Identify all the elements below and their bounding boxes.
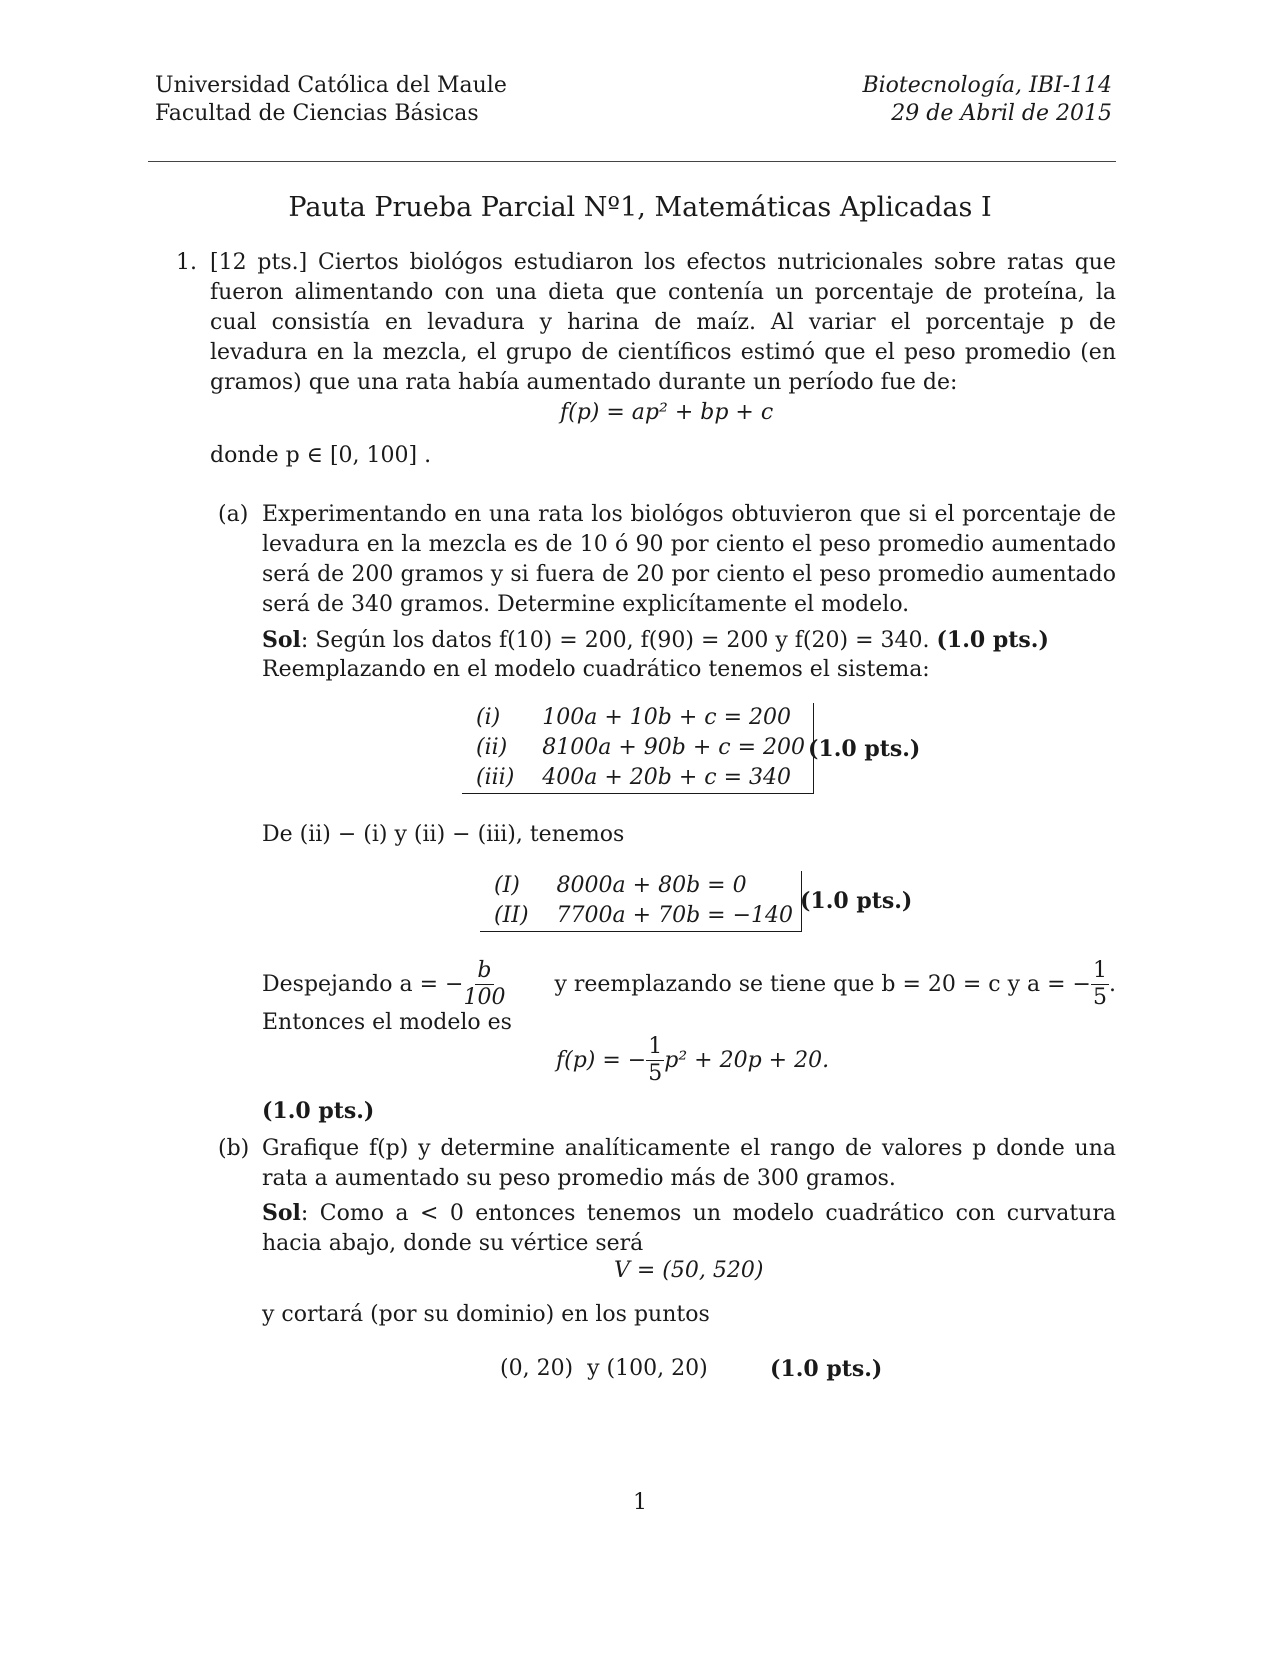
- system-row: (iii) 400a + 20b + c = 340: [476, 765, 792, 790]
- fraction-one-fifth: $\frac{1}{5}$: [1093, 958, 1107, 1010]
- sol-b-label: Sol: [262, 1200, 301, 1226]
- cut-points: (0, 20) y (100, 20): [500, 1356, 708, 1381]
- system-2-points: (1.0 pts.): [800, 888, 913, 914]
- desp-prefix: Despejando a = −: [262, 972, 464, 997]
- problem-text: Ciertos biológos estudiaron los efectos nutricionales sobre ratas que fueron alimentando con una dieta que contenía un porcentaje de proteína, la cual consistía en levadura y harina de maíz. Al variar el porcentaje p de levadura en la mezcla, el grupo de científicos estimó que el peso promedio (en gramos) que una rata había aumentado durante un período fue de:: [210, 250, 1116, 395]
- de-line: De (ii) − (i) y (ii) − (iii), tenemos: [262, 822, 625, 847]
- cut-text: y cortará (por su dominio) en los puntos: [262, 1302, 710, 1327]
- header-divider: [148, 161, 1116, 162]
- university-name: Universidad Católica del Maule: [155, 73, 507, 98]
- system-1: [462, 703, 814, 794]
- model-equation: f(p) = ap² + bp + c: [560, 400, 774, 425]
- sol-line1: : Según los datos f(10) = 200, f(90) = 200 y f(20) = 340.: [300, 628, 930, 653]
- problem-number: 1.: [176, 250, 197, 275]
- page-number: 1: [633, 1490, 647, 1515]
- sol-b-text: : Como a < 0 entonces tenemos un modelo cuadrático con curvatura hacia abajo, donde su vértice será: [262, 1201, 1116, 1256]
- domain-text: donde p ∈ [0, 100] .: [210, 443, 432, 468]
- system-row: (I) 8000a + 80b = 0: [494, 873, 747, 898]
- system-row: (II) 7700a + 70b = −140: [494, 903, 793, 928]
- faculty-name: Facultad de Ciencias Básicas: [155, 101, 479, 126]
- final-model: f(p) = − $\frac{1}{5}$ p² + 20p + 20.: [556, 1034, 830, 1086]
- part-b-label: (b): [218, 1136, 250, 1161]
- part-b-solution: [262, 1198, 1116, 1259]
- part-b-statement: Grafique f(p) y determine analíticamente el rango de valores p donde una rata a aumentado su peso promedio más de 300 gramos.: [262, 1136, 1116, 1191]
- vertex: V = (50, 520): [614, 1258, 764, 1283]
- problem-points: [12 pts.]: [210, 250, 308, 275]
- sol-line2: Reemplazando en el modelo cuadrático tenemos el sistema:: [262, 657, 930, 682]
- desp-middle: y reemplazando se tiene que b = 20 = c y a = −: [554, 972, 1091, 997]
- cut-points-pts: (1.0 pts.): [770, 1356, 883, 1382]
- part-a-solution: [262, 625, 1116, 656]
- part-a-statement: Experimentando en una rata los biológos obtuvieron que si el porcentaje de levadura en la mezcla es de 10 ó 90 por ciento el peso promedio aumentado será de 200 gramos y si fuera de 20 por ciento el peso promedio aumentado será de 340 gramos. Determine explicítamente el modelo.: [262, 502, 1116, 617]
- header-left: [155, 72, 507, 128]
- exam-date: 29 de Abril de 2015: [891, 101, 1112, 126]
- system-1-points: (1.0 pts.): [808, 736, 921, 762]
- header-right: [862, 72, 1112, 128]
- system-row: (ii) 8100a + 90b + c = 200: [476, 735, 806, 760]
- system-row: (i) 100a + 10b + c = 200: [476, 705, 792, 730]
- sol-label: Sol: [262, 627, 301, 653]
- final-points: (1.0 pts.): [262, 1098, 375, 1124]
- fraction-b-over-100: $\frac{b}{100}$: [463, 958, 506, 1010]
- course-name: Biotecnología, IBI-114: [862, 73, 1112, 98]
- problem-statement: [210, 248, 1116, 398]
- sol-pts1: (1.0 pts.): [936, 627, 1049, 653]
- model-intro: Entonces el modelo es: [262, 1010, 512, 1035]
- system-2: [480, 871, 802, 932]
- despejando-line: Despejando a = − $\frac{b}{100}$ y reemplazando se tiene que b = 20 = c y a = − $\frac{1}{5}$ .: [262, 958, 1116, 1010]
- part-a-label: (a): [218, 502, 249, 527]
- page-title: Pauta Prueba Parcial Nº1, Matemáticas Aplicadas I: [288, 192, 992, 223]
